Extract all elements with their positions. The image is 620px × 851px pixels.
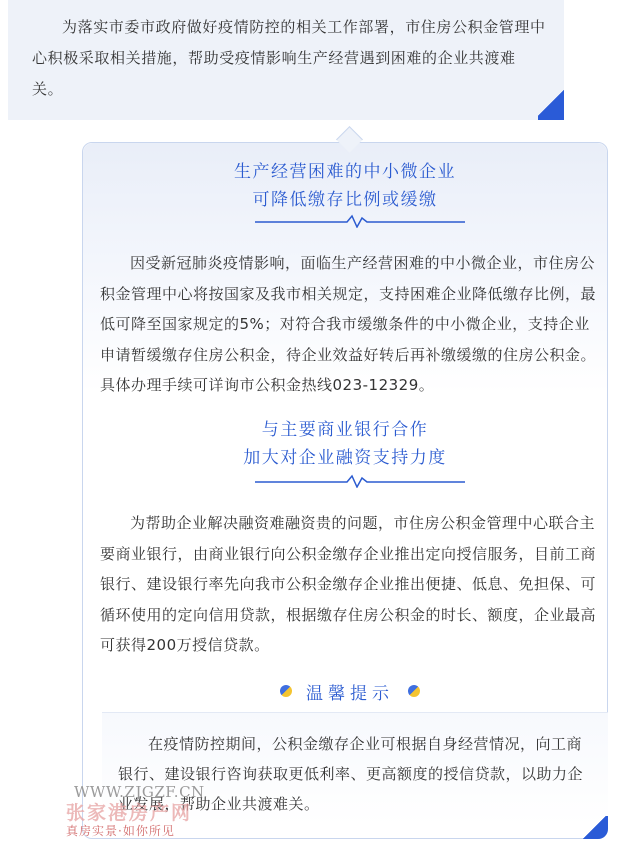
section1-title-line1: 生产经营困难的中小微企业 — [234, 162, 456, 182]
intro-text: 为落实市委市政府做好疫情防控的相关工作部署，市住房公积金管理中心积极采取相关措施，帮助受疫情影响生产经营遇到困难的企业共渡难关。 — [32, 18, 546, 98]
tip-body: 在疫情防控期间，公积金缴存企业可根据自身经营情况，向工商银行、建设银行咨询获取更低利率、更高额度的授信贷款，以助力企业发展，帮助企业共渡难关。 — [118, 735, 584, 813]
dot-icon — [408, 685, 420, 697]
section1-title-line2: 可降低缴存比例或缓缴 — [252, 190, 438, 210]
tip-heading — [270, 678, 430, 704]
dot-icon — [280, 685, 292, 697]
section2-heading — [82, 416, 608, 472]
section2-title-line1: 与主要商业银行合作 — [261, 420, 429, 440]
section1-heading — [82, 158, 608, 214]
corner-decoration — [580, 816, 608, 839]
section2-title-line2: 加大对企业融资支持力度 — [243, 448, 447, 468]
watermark-name: 张家港房产网 — [66, 802, 193, 824]
intro-panel — [8, 0, 564, 120]
watermark-slogan: 真房实景·如你所见 — [66, 824, 175, 838]
section1-body: 因受新冠肺炎疫情影响，面临生产经营困难的中小微企业，市住房公积金管理中心将按国家及我市相关规定，支持困难企业降低缴存比例，最低可降至国家规定的5%；对符合我市缓缴条件的中小微企业，支持企业申请暂缓缴存住房公积金，待企业效益好转后再补缴缓缴的住房公积金。具体办理手续可详询市公积金热线023-12329。 — [100, 254, 597, 394]
tip-title-text: 温馨提示 — [306, 683, 394, 704]
corner-decoration — [538, 86, 564, 120]
heartbeat-divider-icon — [255, 474, 465, 488]
section2-body: 为帮助企业解决融资难融资贵的问题，市住房公积金管理中心联合主要商业银行，由商业银行向公积金缴存企业推出定向授信服务，目前工商银行、建设银行率先向我市公积金缴存企业推出便捷、低息、免担保、可循环使用的定向信用贷款，根据缴存住房公积金的时长、额度，企业最高可获得200万授信贷款。 — [100, 514, 597, 654]
heartbeat-divider-icon — [255, 214, 465, 228]
watermark-url: WWW.ZJGZF.CN — [74, 783, 205, 801]
